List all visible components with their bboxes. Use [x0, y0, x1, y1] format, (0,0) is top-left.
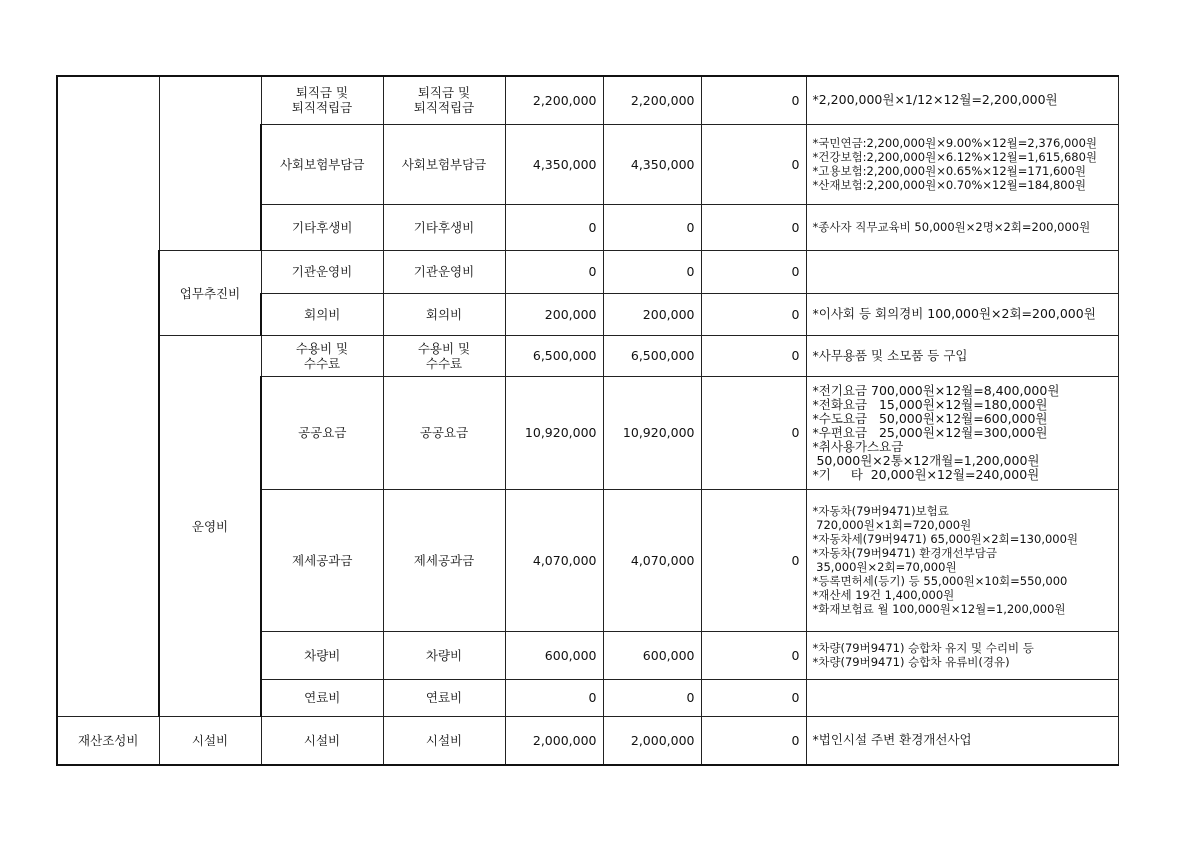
item-cell: 회의비	[383, 293, 505, 335]
table-row	[57, 76, 1118, 124]
note-line: *이사회 등 회의경비 100,000원×2회=200,000원	[812, 306, 1096, 321]
difference-cell: 0	[701, 716, 806, 765]
subcategory-cell: 시설비	[159, 716, 261, 765]
note-line: *종사자 직무교육비 50,000원×2명×2회=200,000원	[812, 220, 1091, 234]
difference-cell: 0	[701, 124, 806, 204]
amount-cell: 6,500,000	[505, 335, 603, 376]
difference-cell: 0	[701, 489, 806, 631]
note-line: *자동차세(79버9471) 65,000원×2회=130,000원	[812, 532, 1079, 546]
note-line: *건강보험:2,200,000원×6.12%×12월=1,615,680원	[812, 150, 1098, 164]
note-cell	[806, 489, 1118, 631]
item-cell: 공공요금	[383, 376, 505, 489]
note-line: *산재보험:2,200,000원×0.70%×12월=184,800원	[812, 178, 1087, 192]
amount-cell: 600,000	[505, 631, 603, 679]
item-cell: 사회보험부담금	[383, 124, 505, 204]
note-line: *고용보험:2,200,000원×0.65%×12월=171,600원	[812, 164, 1087, 178]
note-cell	[806, 204, 1118, 250]
budget-table	[56, 75, 1119, 766]
item-cell: 기타후생비	[383, 204, 505, 250]
amount-cell: 2,200,000	[505, 76, 603, 124]
note-line: *자동차(79버9471)보험료	[812, 504, 949, 518]
note-line: *우편요금 25,000원×12월=300,000원	[812, 424, 1048, 440]
item-cell: 퇴직금 및 퇴직적립금	[383, 76, 505, 124]
item-cell: 연료비	[383, 679, 505, 716]
amount-cell: 2,000,000	[603, 716, 701, 765]
subcategory-cell: 운영비	[159, 335, 261, 716]
amount-cell: 4,350,000	[505, 124, 603, 204]
difference-cell: 0	[701, 76, 806, 124]
table-row	[57, 335, 1118, 376]
amount-cell: 10,920,000	[603, 376, 701, 489]
note-cell	[806, 631, 1118, 679]
item-cell: 차량비	[383, 631, 505, 679]
amount-cell: 2,200,000	[603, 76, 701, 124]
difference-cell: 0	[701, 631, 806, 679]
amount-cell: 200,000	[505, 293, 603, 335]
amount-cell: 2,000,000	[505, 716, 603, 765]
item-cell: 회의비	[261, 293, 383, 335]
note-cell	[806, 250, 1118, 293]
amount-cell: 0	[505, 204, 603, 250]
note-line: *기 타 20,000원×12월=240,000원	[812, 466, 1040, 482]
amount-cell: 10,920,000	[505, 376, 603, 489]
item-cell: 수용비 및 수수료	[261, 335, 383, 376]
difference-cell: 0	[701, 376, 806, 489]
difference-cell: 0	[701, 204, 806, 250]
subcategory-cell	[159, 76, 261, 250]
difference-cell: 0	[701, 679, 806, 716]
note-line: *화재보험료 월 100,000원×12월=1,200,000원	[812, 602, 1066, 616]
item-cell: 제세공과금	[261, 489, 383, 631]
note-line: 720,000원×1회=720,000원	[812, 518, 972, 532]
category-cell	[57, 76, 159, 716]
note-line: *등록면허세(등기) 등 55,000원×10회=550,000	[812, 574, 1068, 588]
subcategory-cell: 업무추진비	[159, 250, 261, 335]
item-cell: 제세공과금	[383, 489, 505, 631]
note-line: *전기요금 700,000원×12월=8,400,000원	[812, 382, 1060, 398]
note-line: *재산세 19건 1,400,000원	[812, 588, 955, 602]
note-line: *자동차(79버9471) 환경개선부담금	[812, 546, 997, 560]
note-line: *법인시설 주변 환경개선사업	[812, 732, 972, 748]
item-cell: 시설비	[383, 716, 505, 765]
item-cell: 사회보험부담금	[261, 124, 383, 204]
note-line: 50,000원×2통×12개월=1,200,000원	[812, 452, 1040, 468]
table-row	[57, 250, 1118, 293]
amount-cell: 6,500,000	[603, 335, 701, 376]
note-line: *차량(79버9471) 승합차 유류비(경유)	[812, 655, 1010, 669]
amount-cell: 4,070,000	[603, 489, 701, 631]
note-line: *2,200,000원×1/12×12월=2,200,000원	[812, 92, 1058, 108]
item-cell: 수용비 및 수수료	[383, 335, 505, 376]
note-cell	[806, 716, 1118, 765]
note-line: *전화요금 15,000원×12월=180,000원	[812, 396, 1048, 412]
amount-cell: 0	[603, 204, 701, 250]
note-line: 35,000원×2회=70,000원	[812, 560, 957, 574]
note-cell	[806, 335, 1118, 376]
amount-cell: 600,000	[603, 631, 701, 679]
note-cell	[806, 679, 1118, 716]
difference-cell: 0	[701, 293, 806, 335]
note-line: *차량(79버9471) 승합차 유지 및 수리비 등	[812, 641, 1034, 655]
item-cell: 공공요금	[261, 376, 383, 489]
note-cell	[806, 376, 1118, 489]
item-cell: 차량비	[261, 631, 383, 679]
amount-cell: 0	[603, 250, 701, 293]
item-cell: 기타후생비	[261, 204, 383, 250]
amount-cell: 0	[505, 250, 603, 293]
amount-cell: 0	[603, 679, 701, 716]
item-cell: 기관운영비	[383, 250, 505, 293]
note-cell	[806, 124, 1118, 204]
amount-cell: 4,070,000	[505, 489, 603, 631]
difference-cell: 0	[701, 250, 806, 293]
note-line: *취사용가스요금	[812, 438, 904, 454]
difference-cell: 0	[701, 335, 806, 376]
category-cell: 재산조성비	[57, 716, 159, 765]
note-cell	[806, 293, 1118, 335]
amount-cell: 0	[505, 679, 603, 716]
item-cell: 퇴직금 및 퇴직적립금	[261, 76, 383, 124]
amount-cell: 4,350,000	[603, 124, 701, 204]
note-line: *수도요금 50,000원×12월=600,000원	[812, 410, 1048, 426]
note-line: *사무용품 및 소모품 등 구입	[812, 347, 968, 363]
table-row	[57, 716, 1118, 765]
note-cell	[806, 76, 1118, 124]
item-cell: 시설비	[261, 716, 383, 765]
item-cell: 기관운영비	[261, 250, 383, 293]
amount-cell: 200,000	[603, 293, 701, 335]
note-line: *국민연금:2,200,000원×9.00%×12월=2,376,000원	[812, 136, 1098, 150]
item-cell: 연료비	[261, 679, 383, 716]
